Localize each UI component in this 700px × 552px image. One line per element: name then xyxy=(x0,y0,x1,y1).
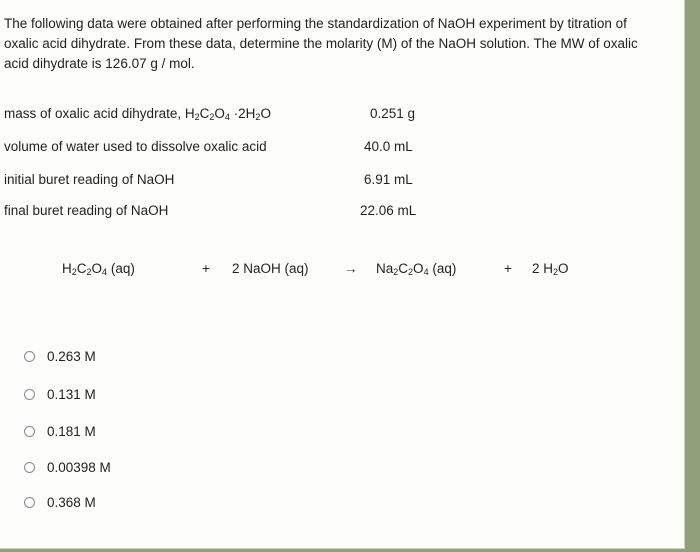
equation-plus-2: + xyxy=(504,261,512,276)
radio-button-icon[interactable] xyxy=(24,351,35,362)
reaction-equation xyxy=(62,261,642,283)
radio-button-icon[interactable] xyxy=(24,426,35,437)
data-value-volume: 40.0 mL xyxy=(364,139,413,154)
equation-sodium-oxalate: $Na_2C_2O_4$ (aq) xyxy=(376,261,457,277)
equation-naoh: 2 NaOH (aq) xyxy=(232,261,309,276)
option-label: 0.181 M xyxy=(47,423,96,439)
equation-oxalic-acid: $H_2C_2O_4$ (aq) xyxy=(62,261,135,277)
radio-button-icon[interactable] xyxy=(24,497,35,508)
data-value-final-buret: 22.06 mL xyxy=(360,203,417,218)
equation-arrow: → xyxy=(344,261,358,276)
option-label: 0.368 M xyxy=(47,494,96,510)
data-label-final-buret: final buret reading of NaOH xyxy=(4,203,169,218)
data-label-volume: volume of water used to dissolve oxalic acid xyxy=(4,139,267,154)
answer-option-0-181[interactable] xyxy=(24,419,244,443)
radio-button-icon[interactable] xyxy=(24,462,35,473)
answer-option-0-263[interactable] xyxy=(24,344,244,368)
option-label: 0.263 M xyxy=(47,348,96,364)
answer-option-0-00398[interactable] xyxy=(24,455,244,479)
answer-option-0-368[interactable] xyxy=(24,490,244,514)
question-prompt: The following data were obtained after performing the standardization of NaOH experiment by titration of oxalic acid dihydrate. From these data, determine the molarity (M) of the NaOH solution. The MW of oxalic acid dihydrate is 126.07 g / mol. xyxy=(4,16,638,71)
data-row-mass xyxy=(4,106,664,128)
data-row-volume xyxy=(4,139,664,161)
data-label-initial-buret: initial buret reading of NaOH xyxy=(4,172,175,187)
radio-button-icon[interactable] xyxy=(24,389,35,400)
data-value-initial-buret: 6.91 mL xyxy=(364,172,413,187)
data-row-initial-buret xyxy=(4,172,664,194)
data-label-mass: mass of oxalic acid dihydrate, $H_2C_2O_4 \cdot 2H_2O$ xyxy=(4,106,271,122)
option-label: 0.131 M xyxy=(47,386,96,402)
equation-water: 2 $H_2O$ xyxy=(532,261,569,277)
answer-option-0-131[interactable] xyxy=(24,382,244,406)
data-row-final-buret xyxy=(4,203,664,225)
option-label: 0.00398 M xyxy=(47,459,111,475)
data-value-mass: 0.251 g xyxy=(370,106,416,121)
equation-plus-1: + xyxy=(202,261,210,276)
